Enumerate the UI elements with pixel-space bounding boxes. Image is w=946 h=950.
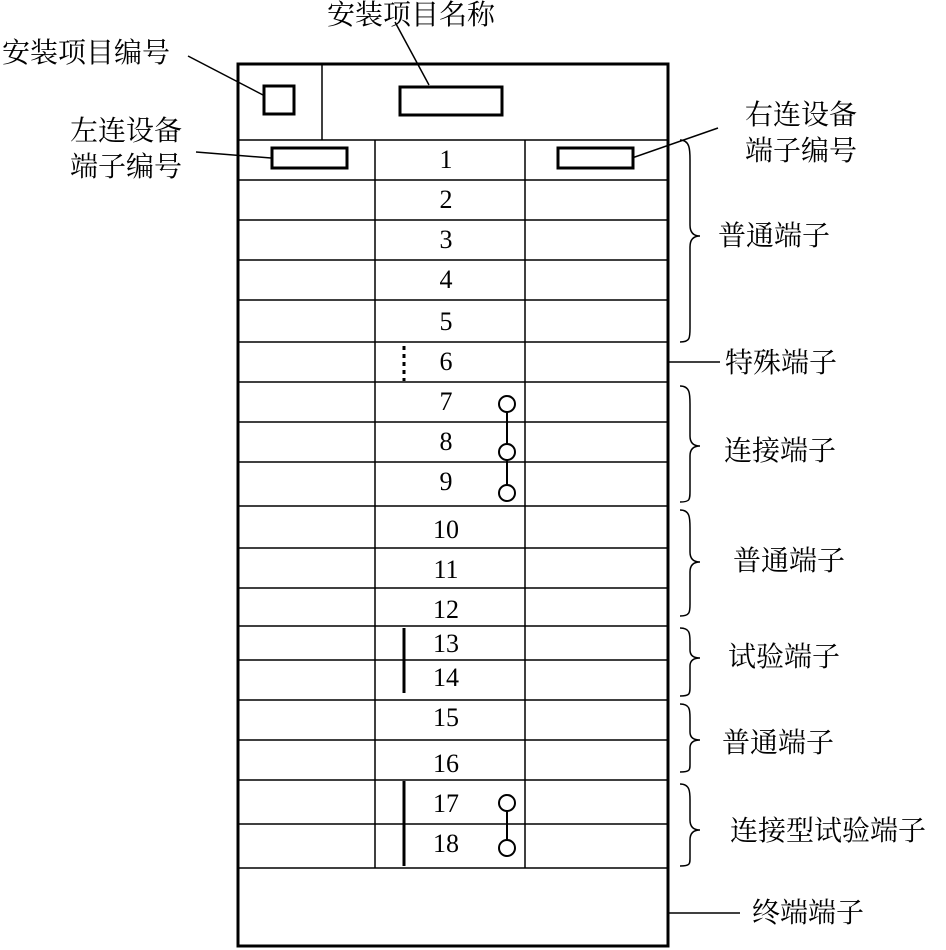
right-terminal-label-line2: 端子编号 <box>745 134 858 167</box>
left-terminal-label-line2: 端子编号 <box>70 150 183 183</box>
left-terminal-label-line1: 左连设备 <box>70 114 183 147</box>
terminal-number: 4 <box>439 265 453 294</box>
group-label-end: 终端端子 <box>752 896 865 929</box>
terminal-number: 12 <box>433 595 459 624</box>
terminal-number: 1 <box>439 145 453 174</box>
terminal-number: 5 <box>439 307 453 336</box>
terminal-number: 13 <box>433 629 459 658</box>
annotation-labels <box>2 0 857 183</box>
brace-link-test <box>680 784 700 866</box>
brace-normal-1 <box>680 140 700 342</box>
install-item-number-label: 安装项目编号 <box>2 36 171 69</box>
group-label-special: 特殊端子 <box>725 346 838 379</box>
link-symbol-17-18 <box>499 795 515 856</box>
link-symbol-7-9 <box>499 396 515 501</box>
install-item-name-label: 安装项目名称 <box>327 0 496 31</box>
terminal-number: 11 <box>433 555 459 584</box>
group-label-link: 连接端子 <box>724 434 837 467</box>
brace-normal-2 <box>680 510 700 616</box>
terminal-number: 17 <box>433 789 459 818</box>
brace-normal-3 <box>680 704 700 772</box>
terminal-number: 7 <box>439 387 453 416</box>
terminal-numbers <box>433 145 459 858</box>
brace-test <box>680 628 700 696</box>
brace-link-1 <box>680 386 700 502</box>
left-terminal-number-box <box>272 148 347 168</box>
group-label-normal: 普通端子 <box>733 544 846 577</box>
install-name-box <box>400 87 502 115</box>
terminal-number: 9 <box>439 467 453 496</box>
terminal-number: 10 <box>433 515 459 544</box>
group-label-normal: 普通端子 <box>722 726 835 759</box>
terminal-number: 16 <box>433 749 459 778</box>
group-braces <box>680 140 700 866</box>
terminal-number: 15 <box>433 703 459 732</box>
terminal-number: 3 <box>439 225 453 254</box>
terminal-number: 2 <box>439 185 453 214</box>
terminal-number: 18 <box>433 829 459 858</box>
right-terminal-label-line1: 右连设备 <box>745 98 858 131</box>
terminal-number: 8 <box>439 427 453 456</box>
terminal-number: 6 <box>439 347 453 376</box>
group-labels <box>718 219 926 929</box>
group-label-test: 试验端子 <box>728 640 841 673</box>
right-terminal-number-box <box>558 148 633 168</box>
group-label-normal: 普通端子 <box>718 219 831 252</box>
group-label-link-test: 连接型试验端子 <box>730 814 927 847</box>
install-number-box <box>264 86 294 114</box>
terminal-number: 14 <box>433 663 459 692</box>
